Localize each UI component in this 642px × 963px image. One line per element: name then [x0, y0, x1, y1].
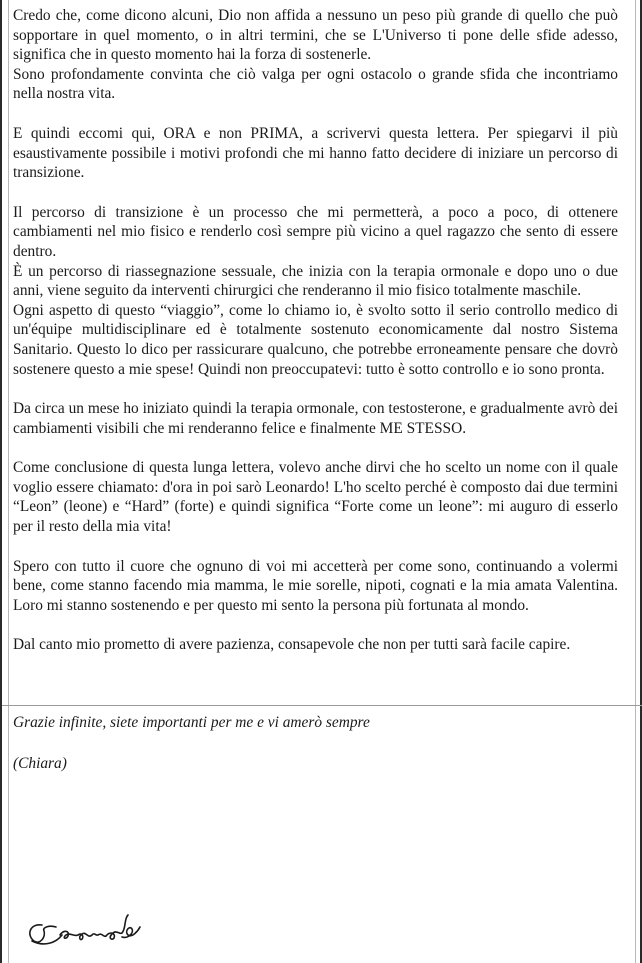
paragraph-2: Sono profondamente convinta che ciò valga per ogni ostacolo o grande sfida che incontriamo nella nostra vita.	[13, 65, 618, 103]
handwritten-signature	[22, 905, 152, 955]
paragraph-6: Ogni aspetto di questo “viaggio”, come lo chiamo io, è svolto sotto il serio controllo medico di un'équipe multidisciplinare ed è totalmente sostenuto economicamente dal nostro Sistema Sanitario. Questo lo dico per rassicurare qualcuno, che potrebbe erroneamente pensare che dovrò sostenere questo a mie spese! Quindi non preoccupatevi: tutto è sotto controllo e io sono pronta.	[13, 301, 618, 378]
letter-body	[13, 6, 618, 773]
closing-line: Grazie infinite, siete importanti per me e vi amerò sempre	[13, 714, 370, 732]
scan-edge-line-right	[635, 0, 636, 963]
paragraph-5: È un percorso di riassegnazione sessuale, che inizia con la terapia ormonale e dopo uno o due anni, viene seguito da interventi chirurgici che renderanno il mio fisico totalmente maschile.	[13, 262, 618, 300]
paragraph-4: Il percorso di transizione è un processo che mi permetterà, a poco a poco, di ottenere cambiamenti nel mio fisico e renderlo così sempre più vicino a quel ragazzo che sento di essere dentro.	[13, 203, 618, 260]
paragraph-8: Come conclusione di questa lunga lettera, volevo anche dirvi che ho scelto un nome con il quale voglio essere chiamato: d'ora in poi sarò Leonardo! L'ho scelto perché è composto dai due termini “Leon” (leone) e “Hard” (forte) e quindi significa “Forte come un leone”: mi auguro di esserlo per il resto della mia vita!	[13, 459, 618, 536]
paragraph-3: E quindi eccomi qui, ORA e non PRIMA, a scrivervi questa lettera. Per spiegarvi il più esaustivamente possibile i motivi profondi che mi hanno fatto decidere di iniziare un percorso di transizione.	[13, 124, 618, 182]
paragraph-9: Spero con tutto il cuore che ognuno di voi mi accetterà per come sono, continuando a volermi bene, come stanno facendo mia mamma, le mie sorelle, nipoti, cognati e la mia amata Valentina. Loro mi stanno sostenendo e per questo mi sento la persona più fortunata al mondo.	[13, 557, 618, 614]
former-name: (Chiara)	[13, 754, 67, 772]
paragraph-10: Dal canto mio prometto di avere pazienza, consapevole che non per tutti sarà facile capire.	[13, 636, 571, 654]
paragraph-1: Credo che, come dicono alcuni, Dio non affida a nessuno un peso più grande di quello che può sopportare in quel momento, o in altri termini, che se L'Universo ti pone delle sfide adesso, significa che in questo momento hai la forza di sostenerle.	[13, 7, 618, 64]
scan-edge-line-left	[8, 0, 9, 963]
paragraph-7: Da circa un mese ho iniziato quindi la terapia ormonale, con testosterone, e gradualmente avrò dei cambiamenti visibili che mi renderanno felice e finalmente ME STESSO.	[13, 400, 618, 437]
